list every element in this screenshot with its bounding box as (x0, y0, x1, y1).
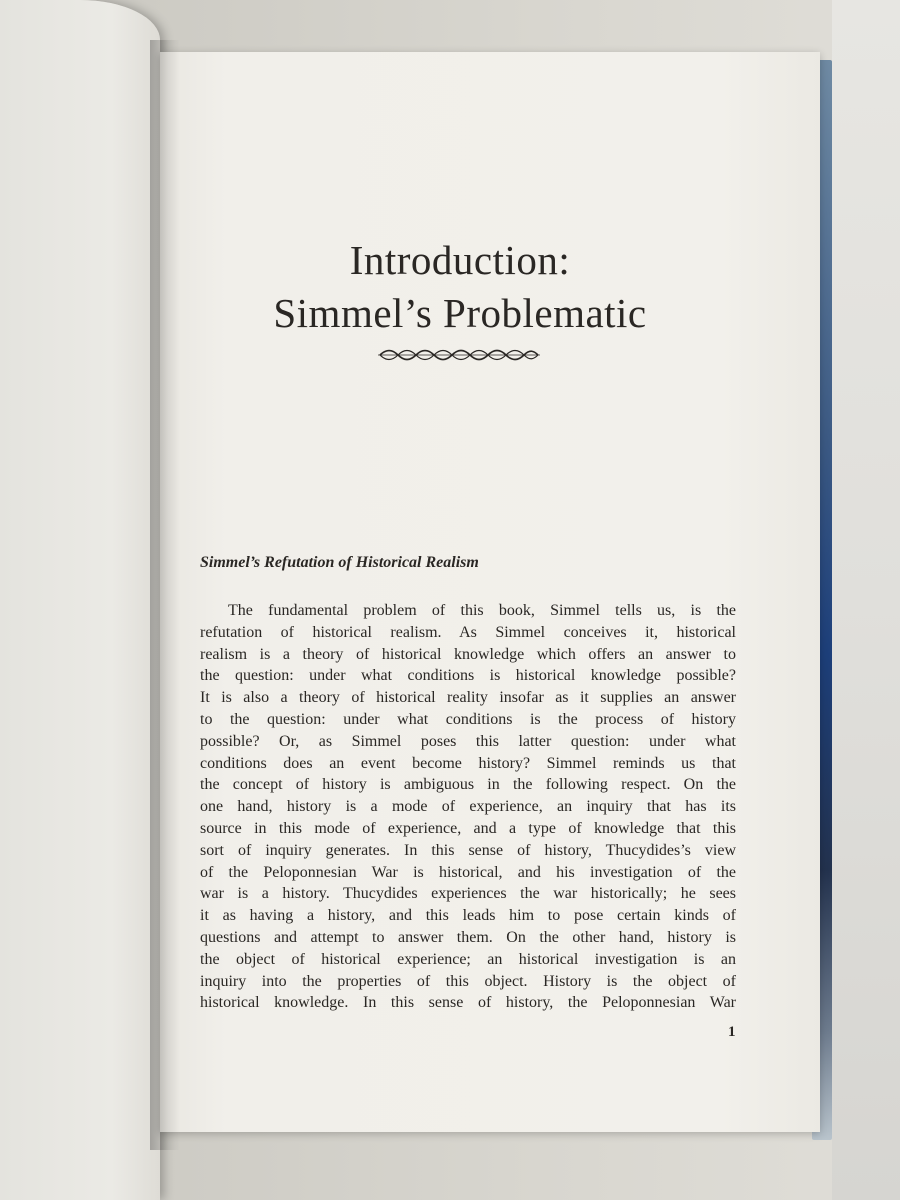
chapter-title-line-1: Introduction: (349, 237, 571, 283)
body-line: conditions does an event become history? Simmel reminds us that (200, 754, 736, 772)
book-page (160, 52, 820, 1132)
facing-page (0, 0, 160, 1200)
body-line: war is a history. Thucydides experiences the war historically; he sees (200, 885, 736, 903)
page-number: 1 (728, 1024, 736, 1040)
body-line: inquiry into the properties of this object. History is the object of (200, 972, 736, 990)
body-line: the question: under what conditions is historical knowledge possible? (200, 667, 736, 685)
table-surface (832, 0, 900, 1200)
body-line: questions and attempt to answer them. On the other hand, history is (200, 928, 736, 946)
body-line: realism is a theory of historical knowledge which offers an answer to (200, 645, 736, 663)
body-line: to the question: under what conditions is the process of history (200, 710, 736, 728)
body-line: historical knowledge. In this sense of history, the Peloponnesian War (200, 994, 736, 1012)
body-line: possible? Or, as Simmel poses this latter question: under what (200, 732, 736, 750)
ornament-divider-icon (378, 348, 540, 362)
body-line: source in this mode of experience, and a type of knowledge that this (200, 819, 736, 837)
body-line: one hand, history is a mode of experience, an inquiry that has its (200, 798, 736, 816)
body-paragraph (200, 600, 736, 1014)
chapter-title (160, 234, 760, 340)
body-line: refutation of historical realism. As Simmel conceives it, historical (200, 623, 736, 641)
body-line: of the Peloponnesian War is historical, and his investigation of the (200, 863, 736, 881)
body-line: the concept of history is ambiguous in the following respect. On the (200, 776, 736, 794)
section-heading: Simmel’s Refutation of Historical Realism (200, 554, 479, 571)
body-line: The fundamental problem of this book, Simmel tells us, is the (228, 602, 736, 619)
body-line: It is also a theory of historical reality insofar as it supplies an answer (200, 689, 736, 707)
body-line: it as having a history, and this leads him to pose certain kinds of (200, 907, 736, 925)
page-gutter-shadow (150, 40, 180, 1150)
chapter-title-line-2: Simmel’s Problematic (273, 290, 647, 336)
body-line: the object of historical experience; an historical investigation is an (200, 950, 736, 968)
body-line: sort of inquiry generates. In this sense of history, Thucydides’s view (200, 841, 736, 859)
